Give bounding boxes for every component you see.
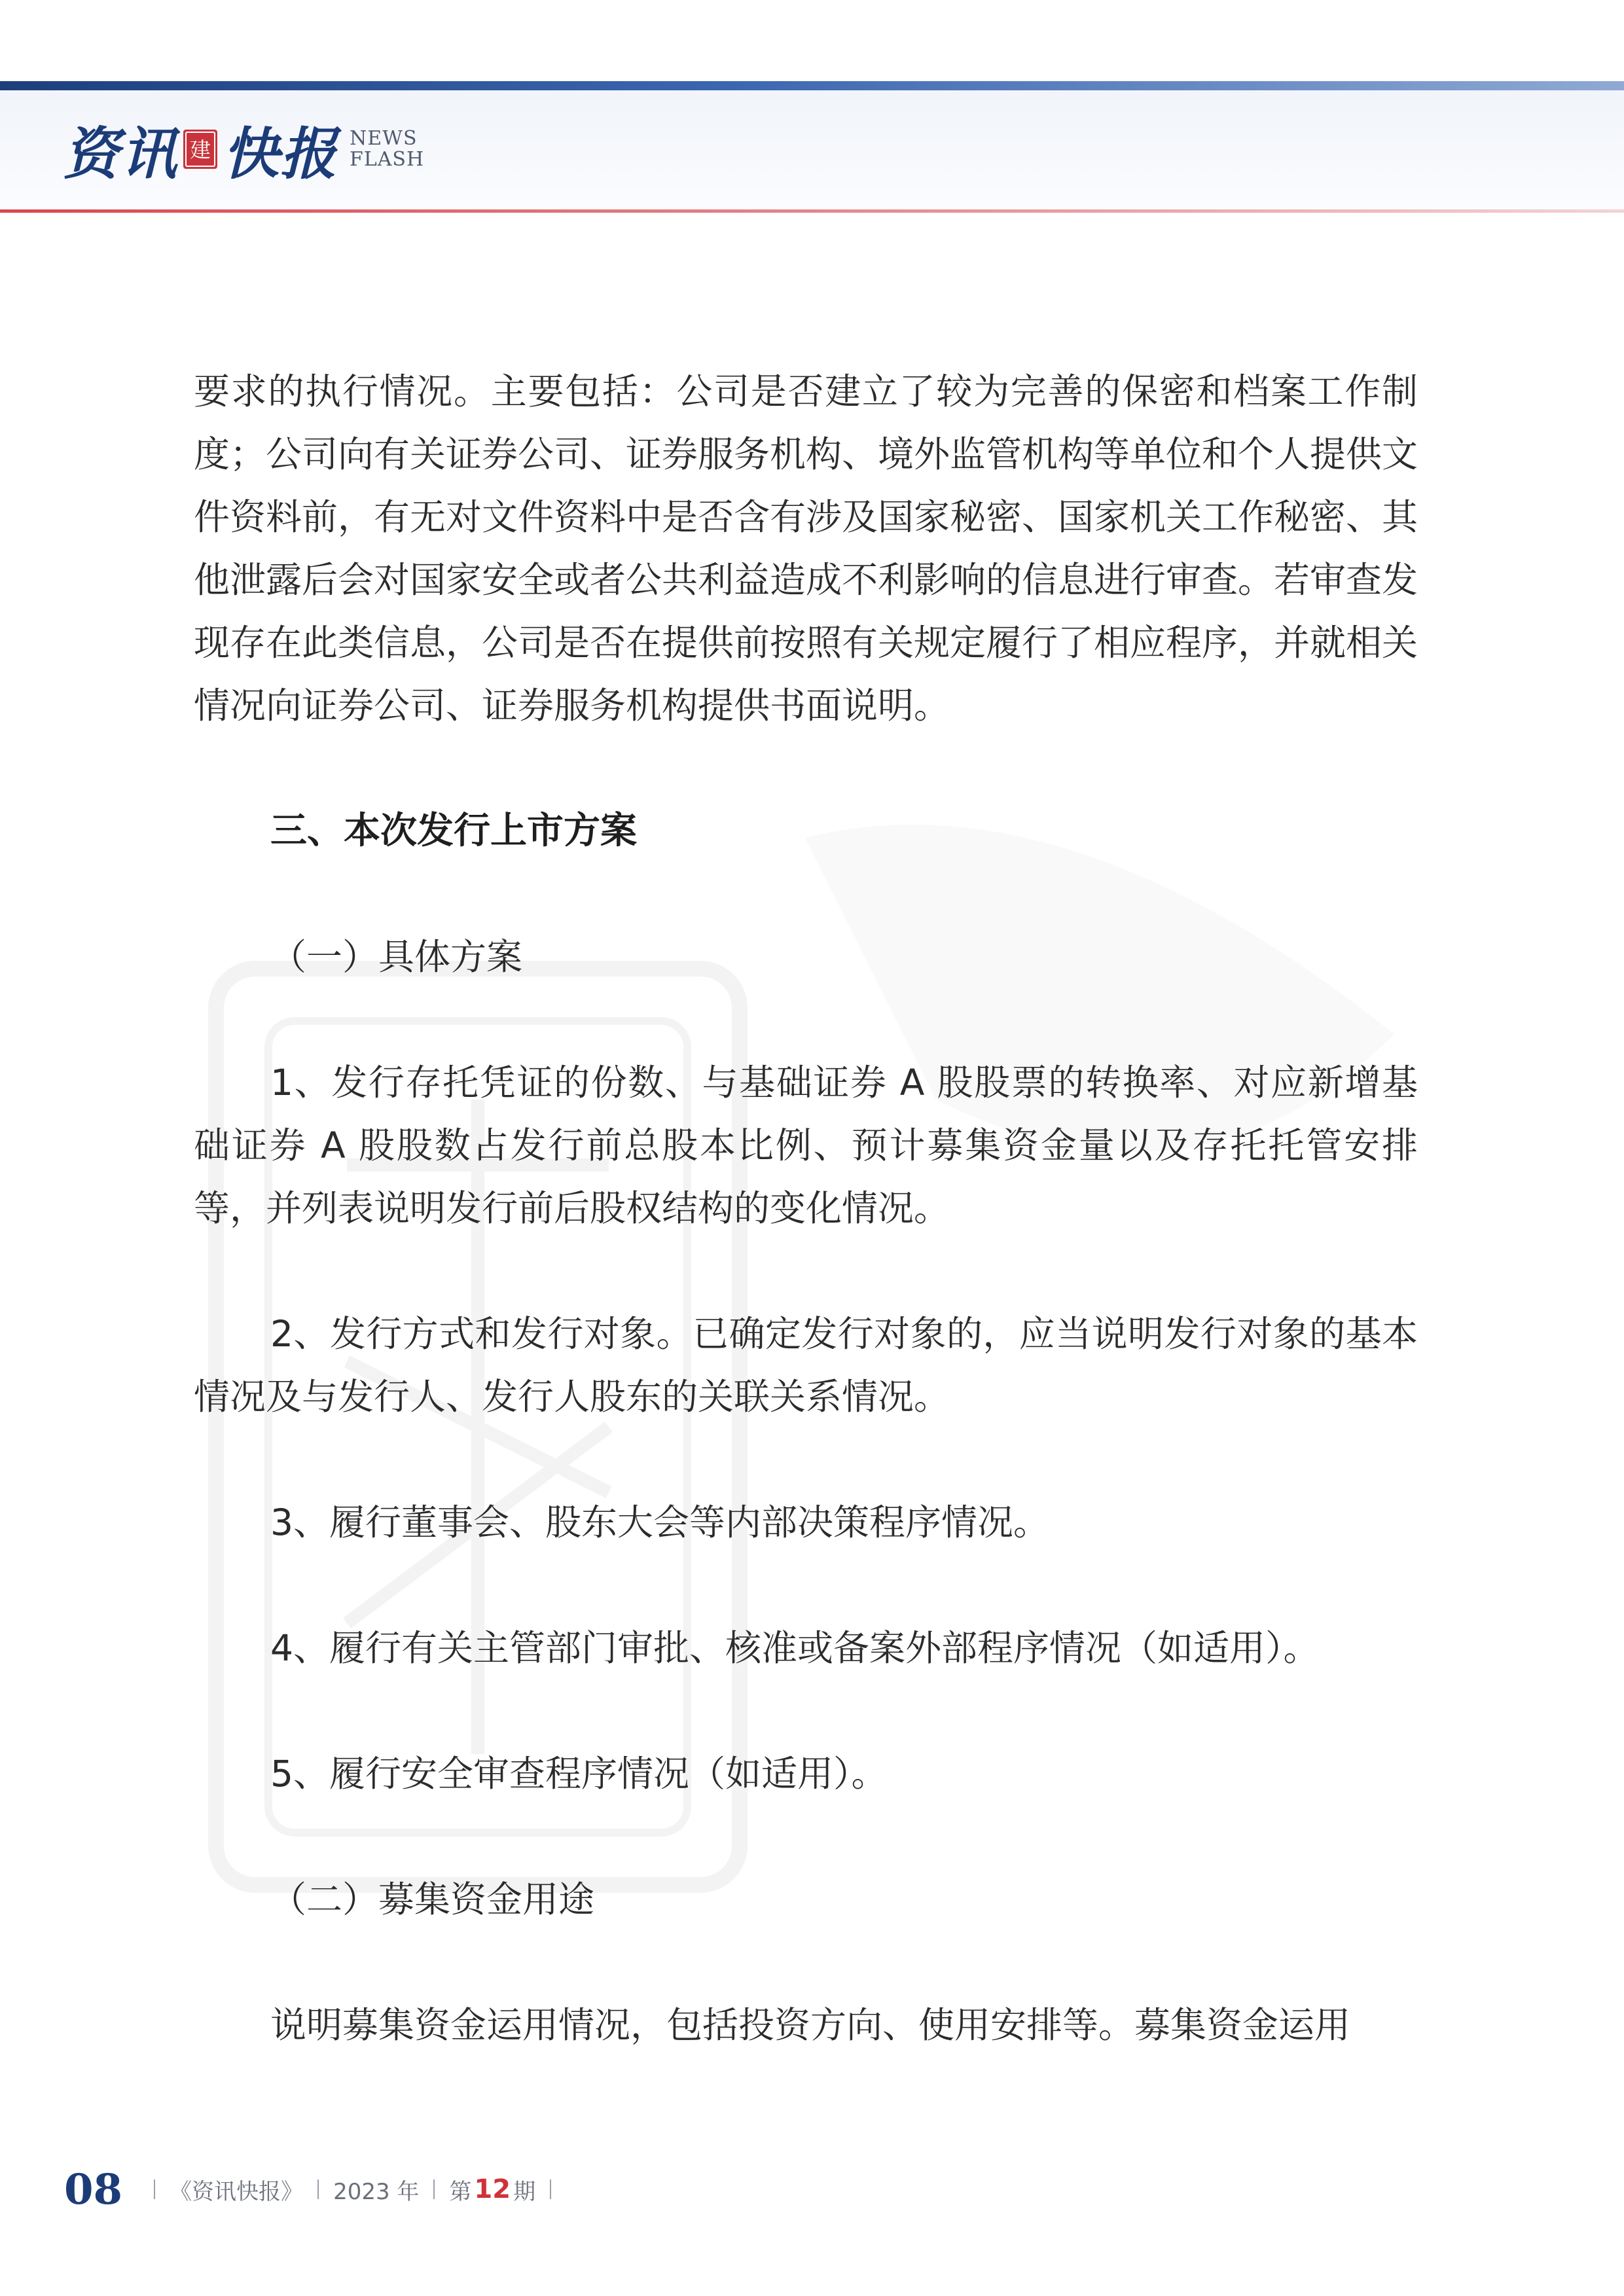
- publication-logo: [63, 110, 424, 188]
- logo-en-line2: FLASH: [350, 148, 425, 171]
- header-top-bar: [0, 81, 1624, 90]
- footer-year: 2023 年: [333, 2178, 420, 2205]
- spacer: [194, 737, 1418, 800]
- spacer: [194, 988, 1418, 1051]
- footer-issue-suffix: 期: [513, 2178, 536, 2205]
- list-item-5: 5、履行安全审查程序情况（如适用）。: [270, 1753, 888, 1795]
- logo-en-line1: NEWS: [350, 127, 418, 150]
- spacer: [194, 1240, 1418, 1302]
- spacer: [194, 1679, 1418, 1742]
- spacer: [194, 1805, 1418, 1868]
- page-footer: [64, 2160, 566, 2219]
- section-heading-3: 三、本次发行上市方案: [270, 810, 637, 852]
- footer-separator: [317, 2179, 319, 2199]
- footer-separator: [154, 2179, 155, 2199]
- spacer: [194, 1554, 1418, 1617]
- seal-icon: [183, 130, 217, 169]
- spacer: [194, 1428, 1418, 1491]
- spacer: [194, 863, 1418, 925]
- paragraph-fund-usage: 说明募集资金运用情况，包括投资方向、使用安排等。募集资金运用: [270, 2004, 1351, 2046]
- list-item-4: 4、履行有关主管部门审批、核准或备案外部程序情况（如适用）。: [270, 1627, 1320, 1669]
- logo-text-left: 资讯: [63, 121, 178, 187]
- footer-issue-number: 12: [474, 2174, 511, 2204]
- footer-publication: 《资讯快报》: [170, 2178, 304, 2205]
- article-body: [194, 360, 1418, 2056]
- list-item-1: 1、发行存托凭证的份数、与基础证券 A 股股票的转换率、对应新增基础证券 A 股股数占发行前总股本比例、预计募集资金量以及存托托管安排等，并列表说明发行前后股权结构的变化情况。: [194, 1062, 1418, 1229]
- logo-english: [350, 128, 424, 170]
- paragraph-continuation: 要求的执行情况。主要包括：公司是否建立了较为完善的保密和档案工作制度；公司向有关证券公司、证券服务机构、境外监管机构等单位和个人提供文件资料前，有无对文件资料中是否含有涉及国家秘密、国家机关工作秘密、其他泄露后会对国家安全或者公共利益造成不利影响的信息进行审查。若审查发现存在此类信息，公司是否在提供前按照有关规定履行了相应程序，并就相关情况向证券公司、证券服务机构提供书面说明。: [194, 370, 1418, 726]
- list-item-3: 3、履行董事会、股东大会等内部决策程序情况。: [270, 1501, 1049, 1543]
- seal-glyph: 建: [189, 137, 211, 162]
- spacer: [194, 1931, 1418, 1994]
- footer-separator: [433, 2179, 435, 2199]
- header-red-rule: [0, 209, 1624, 213]
- footer-issue-prefix: 第: [449, 2178, 472, 2205]
- footer-separator: [550, 2179, 551, 2199]
- subheading-specific-plan: （一）具体方案: [270, 936, 523, 978]
- list-item-2: 2、发行方式和发行对象。已确定发行对象的，应当说明发行对象的基本情况及与发行人、发行人股东的关联关系情况。: [194, 1313, 1418, 1418]
- logo-text-right: 快报: [223, 121, 338, 187]
- subheading-fund-usage: （二）募集资金用途: [270, 1878, 595, 1920]
- page-number: 08: [64, 2164, 123, 2214]
